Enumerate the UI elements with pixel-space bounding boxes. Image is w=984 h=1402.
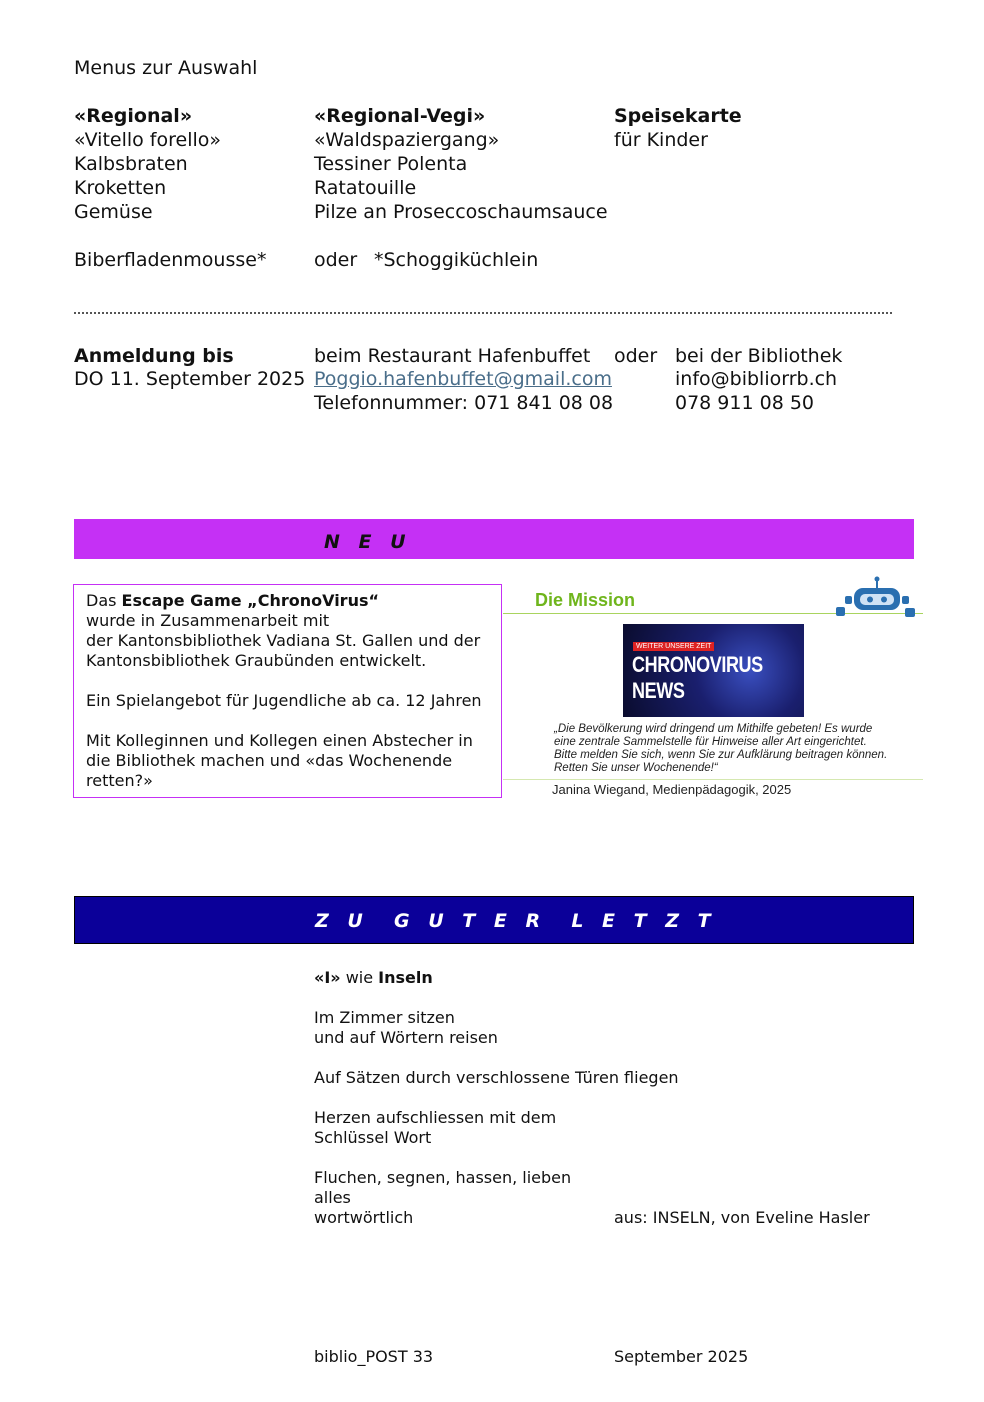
menu-regional-title: «Regional»	[74, 105, 193, 127]
menu-regional-item: Gemüse	[74, 201, 153, 223]
escape-game-text: die Bibliothek machen und «das Wochenende	[86, 751, 453, 770]
menu-vegi-item: Ratatouille	[314, 177, 417, 199]
bibliothek-email: info@bibliorrb.ch	[675, 368, 838, 390]
menu-kinder-title: Speisekarte	[614, 105, 742, 127]
mission-divider-bottom	[503, 779, 923, 780]
menu-dessert-oder: oder	[314, 249, 358, 271]
poem-line: alles	[314, 1188, 351, 1207]
poem-line: Fluchen, segnen, hassen, lieben	[314, 1168, 572, 1187]
mission-credit: Janina Wiegand, Medienpädagogik, 2025	[552, 782, 792, 797]
escape-game-text: wurde in Zusammenarbeit mit	[86, 611, 330, 630]
anmeldung-oder: oder	[614, 345, 658, 367]
poem-heading-letter: «I»	[314, 968, 341, 987]
anmeldung-restaurant: beim Restaurant Hafenbuffet	[314, 345, 591, 367]
news-title-line: NEWS	[632, 678, 685, 703]
news-tag: WEITER UNSERE ZEIT	[633, 642, 714, 651]
neu-banner-title: N E U	[324, 531, 412, 553]
neu-banner	[74, 519, 914, 559]
poem-heading	[314, 968, 433, 988]
poem-line: und auf Wörtern reisen	[314, 1028, 498, 1047]
poem-heading-wie: wie	[340, 968, 379, 987]
poem-line: Im Zimmer sitzen	[314, 1008, 455, 1027]
menu-vegi-dessert: *Schoggiküchlein	[374, 249, 539, 271]
anmeldung-date: DO 11. September 2025	[74, 368, 306, 390]
chronovirus-news-image	[623, 624, 804, 717]
robot-icon	[832, 576, 922, 620]
menu-regional-item: Kroketten	[74, 177, 167, 199]
escape-game-audience: Ein Spielangebot für Jugendliche ab ca. 12 Jahren	[86, 691, 482, 710]
menus-heading: Menus zur Auswahl	[74, 57, 258, 79]
mission-quote	[554, 723, 887, 775]
letzt-banner	[74, 896, 914, 944]
news-title-line: CHRONOVIRUS	[632, 652, 763, 677]
poem-source: aus: INSELN, von Eveline Hasler	[614, 1208, 870, 1227]
anmeldung-title: Anmeldung bis	[74, 345, 234, 367]
anmeldung-bibliothek: bei der Bibliothek	[675, 345, 843, 367]
menu-vegi-title: «Regional-Vegi»	[314, 105, 486, 127]
menu-vegi-item: Pilze an Proseccoschaumsauce	[314, 201, 608, 223]
escape-game-name: Escape Game „ChronoVirus“	[121, 591, 379, 610]
poem-line: Herzen aufschliessen mit dem	[314, 1108, 557, 1127]
letzt-banner-title: Z U G U T E R L E T Z T	[315, 910, 717, 932]
restaurant-email-link[interactable]: Poggio.hafenbuffet@gmail.com	[314, 368, 612, 390]
escape-game-text: Mit Kolleginnen und Kollegen einen Abstecher in	[86, 731, 473, 750]
dotted-divider	[74, 312, 892, 314]
menu-regional-item: «Vitello forello»	[74, 129, 222, 151]
menu-regional-item: Kalbsbraten	[74, 153, 188, 175]
footer-date: September 2025	[614, 1347, 749, 1366]
menu-vegi-item: Tessiner Polenta	[314, 153, 468, 175]
poem-heading-word: Inseln	[378, 968, 433, 987]
menu-vegi-item: «Waldspaziergang»	[314, 129, 500, 151]
news-title	[632, 652, 763, 704]
poem-line: Auf Sätzen durch verschlossene Türen fliegen	[314, 1068, 679, 1087]
restaurant-phone: Telefonnummer: 071 841 08 08	[314, 392, 614, 414]
escape-game-text: der Kantonsbibliothek Vadiana St. Gallen und der	[86, 631, 481, 650]
quote-line: „Die Bevölkerung wird dringend um Mithilfe gebeten! Es wurde	[554, 723, 873, 735]
quote-line: Bitte melden Sie sich, wenn Sie zur Aufklärung beitragen können.	[554, 749, 888, 761]
poem-line: Schlüssel Wort	[314, 1128, 432, 1147]
poem-line: wortwörtlich	[314, 1208, 414, 1227]
escape-game-text: retten?»	[86, 771, 153, 790]
menu-regional-dessert: Biberfladenmousse*	[74, 249, 267, 271]
escape-game-intro-prefix: Das	[86, 591, 122, 610]
menu-kinder-subtitle: für Kinder	[614, 129, 708, 151]
quote-line: eine zentrale Sammelstelle für Hinweise aller Art eingerichtet.	[554, 736, 867, 748]
quote-line: Retten Sie unser Wochenende!“	[554, 762, 718, 774]
footer-issue: biblio_POST 33	[314, 1347, 434, 1366]
escape-game-intro	[86, 591, 379, 611]
mission-title: Die Mission	[535, 590, 636, 610]
escape-game-text: Kantonsbibliothek Graubünden entwickelt.	[86, 651, 427, 670]
bibliothek-phone: 078 911 08 50	[675, 392, 815, 414]
